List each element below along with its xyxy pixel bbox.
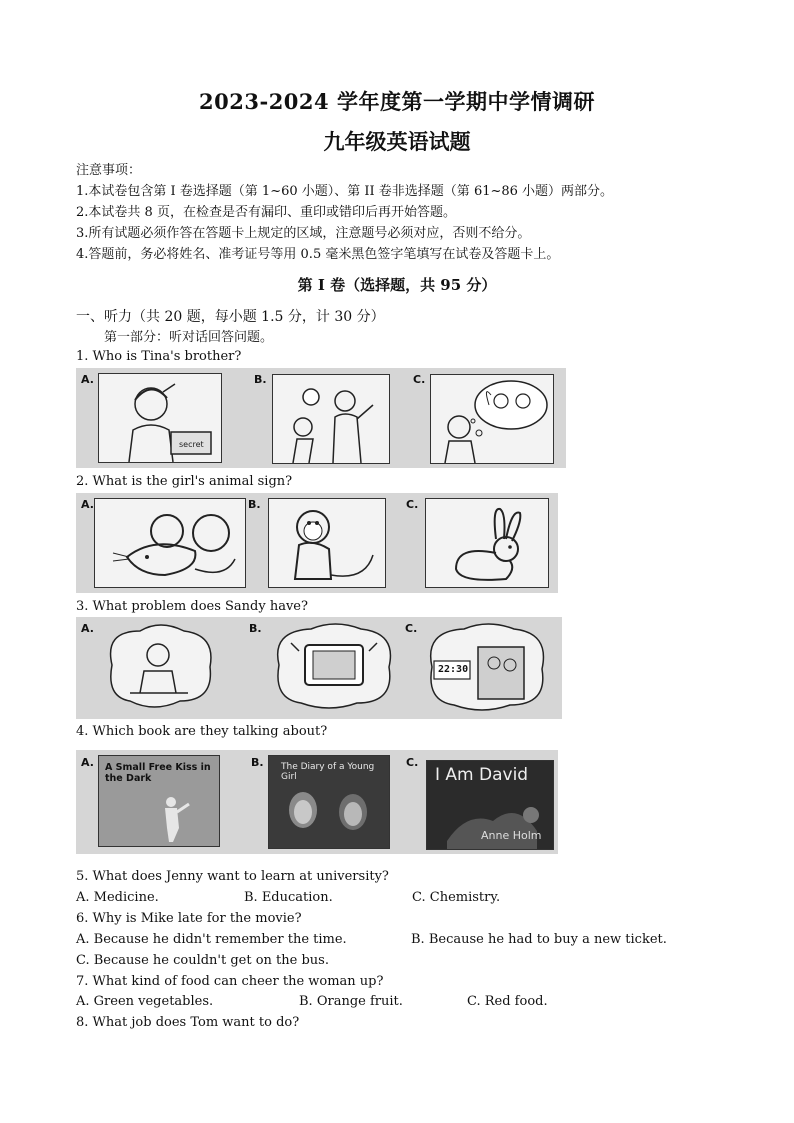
q4-image-strip — [76, 750, 558, 854]
q6-option-b: B. Because he had to buy a new ticket. — [411, 932, 667, 947]
monkey-illustration — [269, 499, 385, 587]
exam-title: 2023-2024 学年度第一学期中学情调研 — [199, 89, 595, 114]
book-c-author: Anne Holm — [481, 829, 542, 842]
book-b-title: The Diary of a Young Girl — [281, 762, 375, 782]
q1-image-b — [272, 374, 390, 464]
question-8: 8. What job does Tom want to do? — [76, 1015, 300, 1030]
q4-label-a: A. — [81, 756, 94, 769]
svg-text:secret: secret — [179, 440, 204, 449]
q6-option-c: C. Because he couldn't get on the bus. — [76, 953, 329, 968]
q7-option-c: C. Red food. — [467, 994, 548, 1009]
q1-image-strip — [76, 368, 566, 468]
part-one-heading: 第一部分：听对话回答问题。 — [104, 330, 274, 345]
q3-image-strip — [76, 617, 562, 719]
q3-image-b — [269, 621, 399, 709]
listening-heading: 一、听力（共 20 题，每小题 1.5 分，计 30 分） — [76, 309, 385, 325]
student-worried-illustration — [100, 621, 218, 709]
note-item-1: 1.本试卷包含第 I 卷选择题（第 1~60 小题）、第 II 卷非选择题（第 61~86 小题）两部分。 — [76, 184, 614, 199]
q2-image-a — [94, 498, 246, 588]
rat-illustration — [95, 499, 245, 587]
silhouette-illustration — [99, 756, 219, 846]
boy-daydream-illustration — [431, 375, 553, 463]
q1-image-a — [98, 373, 222, 463]
q2-label-c: C. — [406, 498, 419, 511]
q5-option-a: A. Medicine. — [76, 890, 159, 905]
question-6: 6. Why is Mike late for the movie? — [76, 911, 302, 926]
note-item-4: 4.答题前，务必将姓名、准考证号等用 0.5 毫米黑色签字笔填写在试卷及答题卡上。 — [76, 247, 560, 262]
q5-option-b: B. Education. — [244, 890, 333, 905]
q2-label-b: B. — [248, 498, 261, 511]
q2-image-strip — [76, 493, 558, 593]
q1-label-b: B. — [254, 373, 267, 386]
q1-label-a: A. — [81, 373, 94, 386]
section-title: 第 I 卷（选择题，共 95 分） — [297, 276, 497, 294]
question-4: 4. Which book are they talking about? — [76, 724, 328, 739]
q3-label-c: C. — [405, 622, 418, 635]
note-item-2: 2.本试卷共 8 页，在检查是否有漏印、重印或错印后再开始答题。 — [76, 205, 456, 220]
q4-book-c — [426, 760, 554, 850]
rabbit-illustration — [426, 499, 548, 587]
q3-image-c — [424, 621, 550, 711]
question-2: 2. What is the girl's animal sign? — [76, 474, 293, 489]
q2-image-c — [425, 498, 549, 588]
q1-label-c: C. — [413, 373, 426, 386]
question-3: 3. What problem does Sandy have? — [76, 599, 308, 614]
boys-football-illustration — [273, 375, 389, 463]
q4-book-a — [98, 755, 220, 847]
q7-option-a: A. Green vegetables. — [76, 994, 214, 1009]
q2-label-a: A. — [81, 498, 94, 511]
q3-label-b: B. — [249, 622, 262, 635]
q4-label-b: B. — [251, 756, 264, 769]
exam-subtitle: 九年级英语试题 — [323, 129, 471, 154]
q3-label-a: A. — [81, 622, 94, 635]
note-item-3: 3.所有试题必须作答在答题卡上规定的区域，注意题号必须对应，否则不给分。 — [76, 226, 531, 241]
q2-image-b — [268, 498, 386, 588]
q4-book-b — [268, 755, 390, 849]
question-7: 7. What kind of food can cheer the woman up? — [76, 974, 384, 989]
girl-portraits-illustration — [269, 756, 389, 848]
book-c-title: I Am David — [435, 765, 529, 785]
tv-game-illustration — [269, 621, 399, 709]
q7-option-b: B. Orange fruit. — [299, 994, 403, 1009]
boy-thinking-illustration — [99, 374, 221, 462]
q4-label-c: C. — [406, 756, 419, 769]
q3-image-a — [100, 621, 218, 709]
q1-image-c — [430, 374, 554, 464]
q6-option-a: A. Because he didn't remember the time. — [76, 932, 347, 947]
clock-display: 22:30 — [438, 664, 469, 675]
q5-option-c: C. Chemistry. — [412, 890, 501, 905]
question-5: 5. What does Jenny want to learn at university? — [76, 869, 389, 884]
question-1: 1. Who is Tina's brother? — [76, 349, 242, 364]
book-a-title: A Small Free Kiss in the Dark — [105, 762, 211, 784]
notes-heading: 注意事项： — [76, 163, 142, 178]
